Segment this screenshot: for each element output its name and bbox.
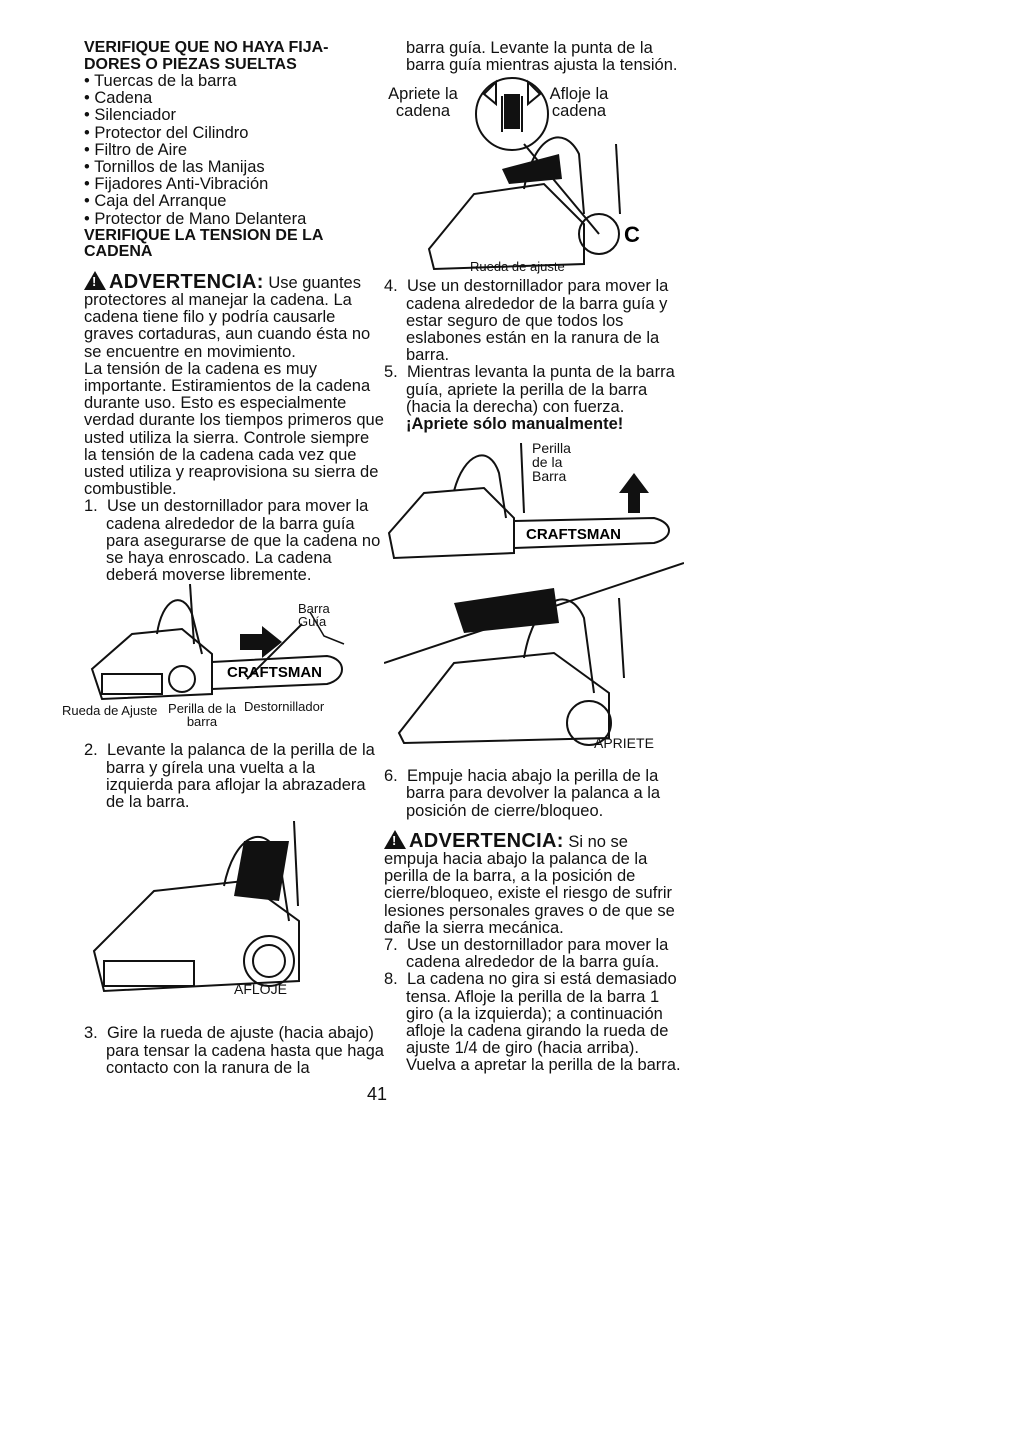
parts-list [84, 73, 384, 228]
list-item: • Tuercas de la barra [84, 73, 384, 90]
label-rueda-ajuste: Rueda de Ajuste [62, 703, 158, 719]
list-item: • Fijadores Anti-Vibración [84, 176, 384, 193]
label-rueda-ajuste: Rueda de ajuste [470, 259, 565, 275]
label-destornillador: Destornillador [244, 699, 325, 715]
figure-loosen [84, 811, 384, 1011]
arrow-up-icon [619, 473, 649, 513]
warning-text: Si no se empuja hacia abajo la palanca de la perilla de la barra, a la posición de cierre/bloqueo, existe el riesgo de sufrir lesiones personales graves o de que se dañe la sierra mecánica. [384, 832, 675, 937]
arrow-right-icon [240, 626, 282, 658]
step-8: 8. La cadena no gira si está demasiado tensa. Afloje la perilla de la barra 1 giro (a la izquierda); a continuación afloje la cadena girando la rueda de ajuste 1/4 de giro (hacia arriba). Vuelva a apretar la perilla de la barra. [384, 970, 681, 1075]
heading-fasteners: VERIFIQUE QUE NO HAYA FIJA-DORES O PIEZAS SUELTAS [84, 39, 329, 73]
label-afloje-cadena: Afloje la cadena [549, 85, 609, 121]
figure-tighten [384, 433, 684, 752]
step-4: 4. Use un destornillador para mover la cadena alrededor de la barra guía y estar seguro de que todos los eslabones están en la ranura de la barra. [384, 277, 669, 365]
step-5: 5. Mientras levanta la punta de la barra guía, apriete la perilla de la barra (hacia la derecha) con fuerza. ¡Apriete sólo manualmente! [384, 363, 675, 434]
right-column [384, 40, 684, 1075]
brand-letter: C [624, 222, 640, 248]
warning-lock [384, 830, 684, 937]
brand-text: CRAFTSMAN [227, 664, 322, 682]
list-item: • Cadena [84, 90, 384, 107]
list-item: • Silenciador [84, 107, 384, 124]
step-3-continued: barra guía. Levante la punta de la barra guía mientras ajusta la tensión. [406, 39, 678, 75]
step-6: 6. Empuje hacia abajo la perilla de la barra para devolver la palanca a la posición de cierre/bloqueo. [384, 767, 661, 820]
step-2: 2. Levante la palanca de la perilla de la barra y gírela una vuelta a la izquierda para aflojar la abrazadera de la barra. [84, 741, 375, 812]
left-column [62, 39, 384, 1077]
warning-icon [384, 830, 406, 849]
label-barra-guia: Barra Guía [298, 601, 330, 630]
label-perilla-barra: Perilla de la barra [168, 701, 236, 730]
figure-screwdriver [62, 584, 362, 734]
figure-tension-wheel [384, 74, 684, 275]
warning-text: Use guantes protectores al manejar la cadena. La cadena tiene filo y podría causarle graves cortaduras, aun cuando ésta no se encuentre en movimiento. [84, 273, 371, 361]
list-item: • Caja del Arranque [84, 193, 384, 210]
step-3: 3. Gire la rueda de ajuste (hacia abajo) para tensar la cadena hasta que haga contacto con la ranura de la [84, 1024, 384, 1077]
page-number: 41 [367, 1084, 388, 1104]
list-item: • Filtro de Aire [84, 142, 384, 159]
warning-gloves [84, 271, 384, 361]
label-perilla-barra: Perilla de la Barra [532, 440, 571, 485]
brand-text: CRAFTSMAN [526, 526, 621, 544]
heading-chain-tension: VERIFIQUE LA TENSION DE LA CADENA [84, 226, 323, 261]
warning-title: ADVERTENCIA: [109, 270, 264, 293]
warning-title: ADVERTENCIA: [409, 829, 564, 852]
label-apriete: APRIETE [594, 735, 654, 752]
hand-tighten-note: ¡Apriete sólo manualmente! [406, 415, 624, 434]
warning-icon [84, 271, 106, 290]
tension-paragraph: La tensión de la cadena es muy importante. Estiramientos de la cadena durante uso. Esto es especialmente verdad durante los tiempos primeros que usted utiliza la sierra. Controle siempre la tensión de la cadena cada vez que usted utiliza y reaprovisiona su sierra de combustible. [84, 359, 384, 499]
step-1: 1. Use un destornillador para mover la cadena alrededor de la barra guía para asegurarse de que la cadena no se haya enroscado. La cadena deberá moverse libremente. [84, 497, 381, 585]
list-item: • Protector del Cilindro [84, 125, 384, 142]
label-apriete-cadena: Apriete la cadena [388, 85, 458, 121]
label-afloje: AFLOJE [234, 981, 287, 998]
list-item: • Protector de Mano Delantera [84, 211, 384, 228]
step-7: 7. Use un destornillador para mover la cadena alrededor de la barra guía. [384, 936, 669, 972]
list-item: • Tornillos de las Manijas [84, 159, 384, 176]
